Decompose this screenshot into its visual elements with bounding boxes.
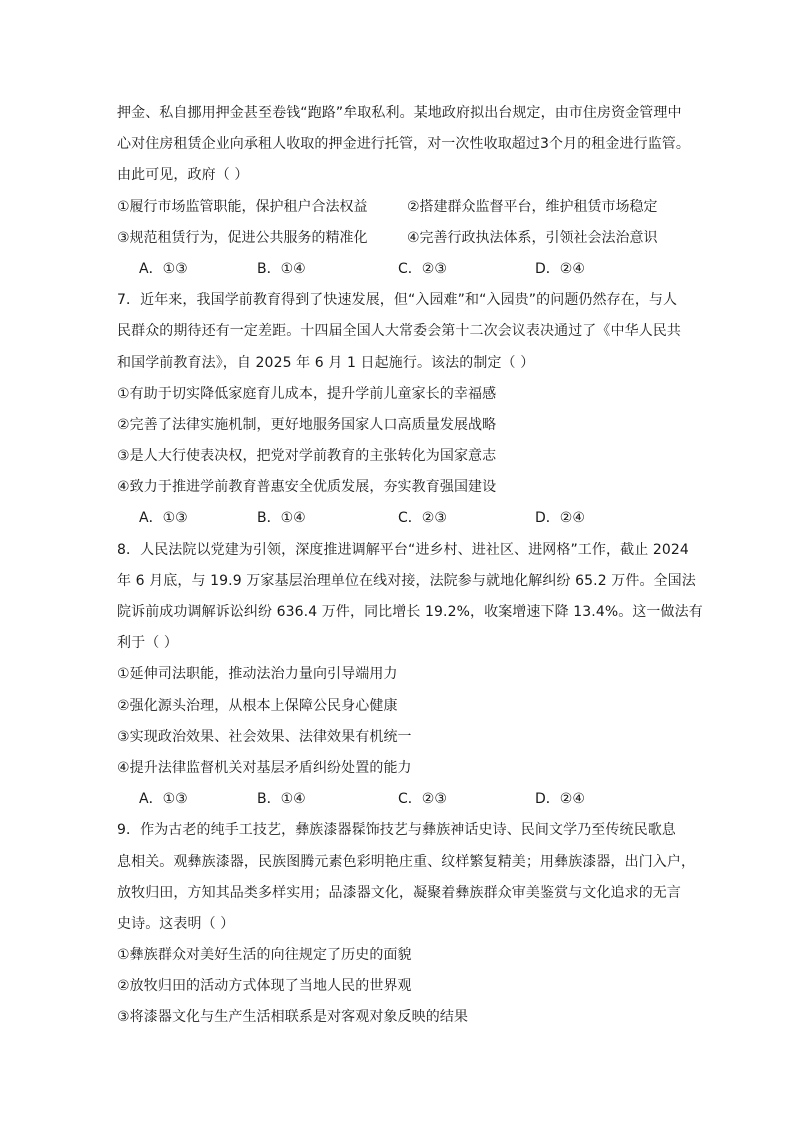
q6-statement-4: ④完善行政执法体系，引领社会法治意识 [407, 229, 658, 246]
q8-statement-2: ②强化源头治理，从根本上保障公民身心健康 [117, 697, 398, 714]
q9-stem-line: 放牧归田，方知其品类多样实用；品漆器文化，凝聚着彝族群众审美鉴赏与文化追求的无言 [117, 884, 681, 901]
q6-statement-row [117, 192, 697, 223]
q7-stem-line: 民群众的期待还有一定差距。十四届全国人大常委会第十二次会议表决通过了《中华人民共 [117, 323, 681, 340]
question-6 [117, 98, 697, 285]
q8-choices [117, 784, 697, 815]
q6-statement-3: ③规范租赁行为，促进公共服务的精准化 [117, 229, 368, 246]
q9-stem-line: 9．作为古老的纯手工技艺，彝族漆器髹饰技艺与彝族神话史诗、民间文学乃至传统民歌息 [117, 822, 676, 839]
q8-choice-c[interactable]: C．②③ [398, 791, 447, 808]
q7-choice-c[interactable]: C．②③ [398, 510, 447, 527]
q7-choice-b[interactable]: B．①④ [257, 510, 306, 527]
q9-stem-line: 息相关。观彝族漆器，民族图腾元素色彩明艳庄重、纹样繁复精美；用彝族漆器，出门入户， [117, 853, 696, 870]
question-7 [117, 285, 697, 535]
q6-stem-line: 由此可见，政府（ ） [117, 167, 249, 184]
exam-page [117, 98, 703, 1034]
q8-statement-1: ①延伸司法职能，推动法治力量向引导端用力 [117, 666, 398, 683]
q7-statement-1: ①有助于切实降低家庭育儿成本，提升学前儿童家长的幸福感 [117, 385, 497, 402]
q6-stem-line: 押金、私自挪用押金甚至卷钱“跑路”牟取私利。某地政府拟出台规定，由市住房资金管理中 [117, 105, 682, 121]
q8-stem-line: 年 6 月底，与 19.9 万家基层治理单位在线对接，法院参与就地化解纠纷 65.2 万件。全国法 [117, 572, 696, 589]
q7-stem-line: 和国学前教育法》，自 2025 年 6 月 1 日起施行。该法的制定（ ） [117, 354, 535, 371]
q6-choice-c[interactable]: C．②③ [398, 260, 447, 277]
q6-choice-b[interactable]: B．①④ [257, 260, 306, 277]
q8-statement-4: ④提升法律监督机关对基层矛盾纠纷处置的能力 [117, 759, 412, 776]
q7-choice-a[interactable]: A．①③ [139, 510, 188, 527]
q6-statement-1: ①履行市场监管职能，保护租户合法权益 [117, 198, 368, 215]
q6-statement-2: ②搭建群众监督平台，维护租赁市场稳定 [407, 198, 658, 215]
q8-choice-a[interactable]: A．①③ [139, 791, 188, 808]
q8-choice-d[interactable]: D．②④ [535, 791, 585, 808]
q6-choice-d[interactable]: D．②④ [535, 260, 585, 277]
q8-statement-3: ③实现政治效果、社会效果、法律效果有机统一 [117, 728, 412, 745]
q6-stem-line: 心对住房租赁企业向承租人收取的押金进行托管，对一次性收取超过3个月的租金进行监管。 [117, 136, 691, 153]
q8-stem-line: 利于（ ） [117, 635, 178, 652]
q8-choice-b[interactable]: B．①④ [257, 791, 306, 808]
q7-choice-d[interactable]: D．②④ [535, 510, 585, 527]
q7-choices [117, 503, 697, 534]
q9-statement-2: ②放牧归田的活动方式体现了当地人民的世界观 [117, 978, 412, 995]
question-8 [117, 535, 703, 816]
q9-statement-1: ①彝族群众对美好生活的向往规定了历史的面貌 [117, 947, 412, 964]
q9-statement-3: ③将漆器文化与生产生活相联系是对客观对象反映的结果 [117, 1009, 469, 1026]
q7-statement-3: ③是人大行使表决权，把党对学前教育的主张转化为国家意志 [117, 448, 497, 465]
q7-stem-line: 7．近年来，我国学前教育得到了快速发展，但“入园难”和“入园贵”的问题仍然存在，与人 [117, 292, 678, 309]
q6-statement-row [117, 223, 697, 254]
q9-stem-line: 史诗。这表明（ ） [117, 915, 235, 932]
q6-choices [117, 254, 697, 285]
q6-choice-a[interactable]: A．①③ [139, 260, 188, 277]
q8-stem-line: 8．人民法院以党建为引领，深度推进调解平台“进乡村、进社区、进网格”工作，截止 2024 [117, 541, 689, 558]
q7-statement-4: ④致力于推进学前教育普惠安全优质发展，夯实教育强国建设 [117, 479, 497, 496]
question-9 [117, 815, 697, 1033]
q8-stem-line: 院诉前成功调解诉讼纠纷 636.4 万件，同比增长 19.2%，收案增速下降 13.4%。这一做法有 [117, 604, 703, 620]
q7-statement-2: ②完善了法律实施机制，更好地服务国家人口高质量发展战略 [117, 416, 497, 433]
